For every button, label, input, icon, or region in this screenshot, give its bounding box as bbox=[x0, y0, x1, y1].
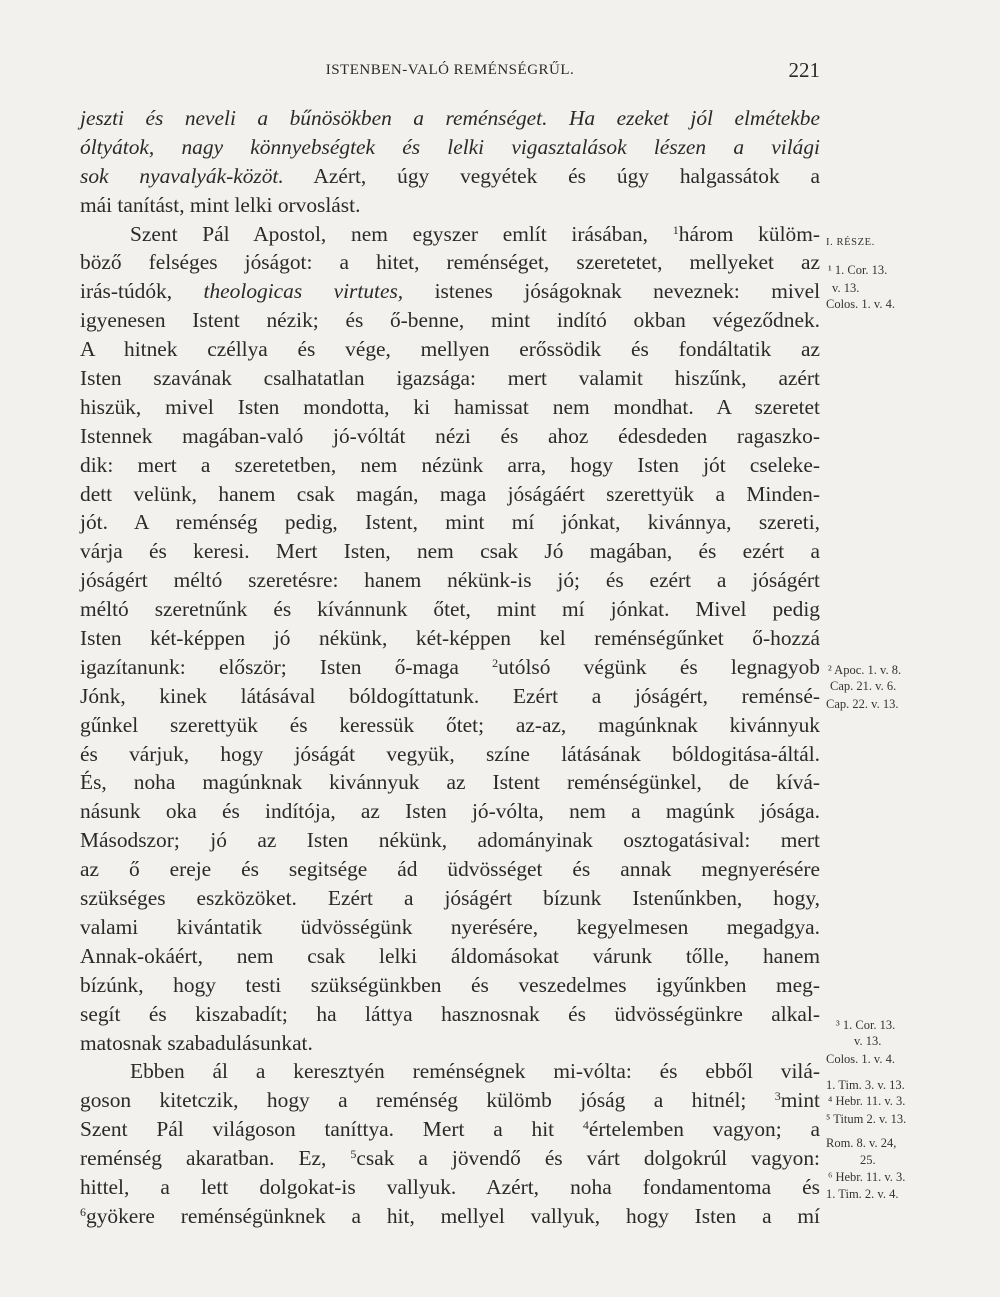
text-line bbox=[80, 451, 820, 480]
margin-note: ² Apoc. 1. v. 8. bbox=[828, 663, 902, 677]
text-segment: dett velünk, hanem csak magán, maga jóságáért szerettyük a Minden- bbox=[80, 481, 820, 506]
text-line bbox=[80, 595, 820, 624]
text-line bbox=[80, 220, 820, 249]
text-line bbox=[80, 797, 820, 826]
footnote-marker: 3 bbox=[774, 1089, 781, 1104]
text-segment: Jónk, kinek látásával bóldogíttatunk. Ezért a jóságért, reménsé- bbox=[80, 683, 820, 708]
text-segment: hittel, a lett dolgokat-is vallyuk. Azért, noha fondamentoma és bbox=[80, 1174, 820, 1199]
text-line bbox=[80, 133, 820, 162]
text-line bbox=[80, 1000, 820, 1029]
text-segment: mái tanítást, mint lelki orvoslást. bbox=[80, 192, 361, 217]
text-segment: Istennek magában-való jó-vóltát nézi és ahoz édesdeden ragaszko- bbox=[80, 423, 820, 448]
margin-note: 1. Tim. 2. v. 4. bbox=[826, 1187, 899, 1201]
text-segment: irás-túdók, bbox=[80, 279, 204, 304]
text-line bbox=[80, 537, 820, 566]
text-segment: jóságért méltó szeretésre: hanem nékünk-is jó; és ezért a jóságért bbox=[80, 568, 820, 593]
margin-note: ⁴ Hebr. 11. v. 3. bbox=[828, 1094, 906, 1108]
text-segment: valami kivántatik üdvösségünk nyerésére, kegyelmesen megadgya. bbox=[80, 914, 820, 939]
text-line bbox=[80, 248, 820, 277]
text-segment: utólsó végünk és legnagyob bbox=[498, 654, 820, 679]
page-number: 221 bbox=[788, 58, 820, 82]
margin-note: Cap. 22. v. 13. bbox=[826, 697, 899, 711]
margin-note: ³ 1. Cor. 13. bbox=[836, 1018, 896, 1032]
text-line bbox=[80, 277, 820, 306]
italic-text: theologicas virtutes, bbox=[203, 279, 404, 304]
text-segment: Isten két-képpen jó nékünk, két-képpen kel reménségűnket ő-hozzá bbox=[80, 626, 820, 651]
text-segment: jót. A reménség pedig, Istent, mint mí jónkat, kivánnya, szereti, bbox=[80, 510, 820, 535]
italic-text: óltyátok, nagy könnyebségtek és lelki vigasztalások lészen a világi bbox=[80, 134, 820, 159]
text-line bbox=[80, 884, 820, 913]
margin-notes bbox=[826, 0, 996, 1297]
text-line bbox=[80, 422, 820, 451]
footnote-marker: 1 bbox=[672, 222, 679, 237]
margin-note: Cap. 21. v. 6. bbox=[830, 679, 897, 693]
page-header bbox=[80, 58, 820, 86]
text-line bbox=[80, 393, 820, 422]
margin-note: Colos. 1. v. 4. bbox=[826, 297, 895, 311]
text-line bbox=[80, 1029, 820, 1058]
footnote-marker: 5 bbox=[350, 1147, 357, 1162]
footnote-marker: 2 bbox=[492, 655, 499, 670]
text-line bbox=[80, 335, 820, 364]
margin-note: v. 13. bbox=[832, 281, 860, 295]
margin-note: Colos. 1. v. 4. bbox=[826, 1052, 895, 1066]
margin-note: Rom. 8. v. 24, bbox=[826, 1136, 897, 1150]
text-segment: igazítanunk: először; Isten ő-maga bbox=[80, 654, 493, 679]
margin-note: v. 13. bbox=[854, 1034, 882, 1048]
margin-note: ⁵ Titum 2. v. 13. bbox=[826, 1112, 907, 1126]
text-segment: reménség akaratban. Ez, bbox=[80, 1146, 351, 1171]
text-line bbox=[80, 1086, 820, 1115]
text-segment: böző felséges jóságot: a hitet, reménséget, szeretetet, mellyeket az bbox=[80, 250, 820, 275]
margin-note: 25. bbox=[860, 1153, 876, 1167]
text-line bbox=[80, 306, 820, 335]
footnote-marker: 4 bbox=[582, 1118, 589, 1133]
italic-text: jeszti és neveli a bűnösökben a reménséget. Ha ezeket jól elmétekbe bbox=[80, 106, 820, 130]
text-line bbox=[80, 971, 820, 1000]
text-segment: istenes jóságoknak neveznek: mivel bbox=[403, 279, 821, 304]
margin-note: ¹ 1. Cor. 13. bbox=[828, 263, 888, 277]
text-line bbox=[80, 768, 820, 797]
text-segment: A hitnek czéllya és vége, mellyen erőssödik és fondáltatik az bbox=[80, 337, 820, 362]
text-line bbox=[80, 913, 820, 942]
text-line bbox=[80, 1144, 820, 1173]
text-segment: bízúnk, hogy testi szükségünkben és veszedelmes igyűnkben meg- bbox=[80, 972, 820, 997]
text-line bbox=[80, 1115, 820, 1144]
text-segment: szükséges eszközöket. Ezért a jóságért bízunk Istenűnkben, hogy, bbox=[80, 886, 820, 911]
text-segment: Másodszor; jó az Isten nékünk, adományinak osztogatásival: mert bbox=[80, 828, 820, 853]
text-segment: Szent Pál Apostol, nem egyszer említ irásában, bbox=[130, 221, 673, 246]
text-segment: mint bbox=[780, 1088, 820, 1113]
running-head: ISTENBEN-VALÓ REMÉNSÉGRŰL. bbox=[325, 62, 575, 78]
text-line bbox=[80, 682, 820, 711]
text-segment: segít és kiszabadít; ha láttya hasznosnak és üdvösségünkre alkal- bbox=[80, 1001, 820, 1026]
margin-note: ⁶ Hebr. 11. v. 3. bbox=[828, 1170, 906, 1184]
text-line bbox=[80, 826, 820, 855]
text-segment: Ebben ál a keresztyén reménségnek mi-vólta: és ebből vilá- bbox=[130, 1059, 820, 1084]
text-segment: és várjuk, hogy jóságát vegyük, színe látásának bóldogitása-áltál. bbox=[80, 741, 820, 766]
text-line bbox=[80, 508, 820, 537]
text-line bbox=[80, 653, 820, 682]
text-segment: az ő ereje és segitsége ád üdvösséget és annak megnyerésére bbox=[80, 857, 820, 882]
text-line bbox=[80, 480, 820, 509]
text-line bbox=[80, 740, 820, 769]
text-segment: három külöm- bbox=[678, 221, 820, 246]
text-segment: hiszük, mivel Isten mondotta, ki hamissat nem mondhat. A szeretet bbox=[80, 394, 820, 419]
text-segment: goson kitetczik, hogy a reménség külömb jóság a hitnél; bbox=[80, 1088, 775, 1113]
text-line bbox=[80, 624, 820, 653]
text-segment: gűnkel szerettyük és keressük őtet; az-az, magúnknak kivánnyuk bbox=[80, 712, 820, 737]
text-line bbox=[80, 1173, 820, 1202]
text-segment: gyökere reménségünknek a hit, mellyel vallyuk, hogy Isten a mí bbox=[86, 1203, 820, 1228]
text-line bbox=[80, 855, 820, 884]
text-line bbox=[80, 1202, 820, 1231]
text-line bbox=[80, 104, 820, 133]
text-segment: És, noha magúnknak kivánnyuk az Istent reménségünkel, de kívá- bbox=[80, 770, 820, 795]
text-segment: matosnak szabadulásunkat. bbox=[80, 1030, 313, 1055]
text-segment: várja és keresi. Mert Isten, nem csak Jó magában, és ezért a bbox=[80, 539, 820, 564]
text-line bbox=[80, 364, 820, 393]
margin-note: 1. Tim. 3. v. 13. bbox=[826, 1078, 905, 1092]
text-line bbox=[80, 1057, 820, 1086]
text-line bbox=[80, 162, 820, 191]
text-segment: Azért, úgy vegyétek és úgy halgassátok a bbox=[283, 163, 821, 188]
text-segment: csak a jövendő és várt dolgokrúl vagyon: bbox=[356, 1146, 821, 1171]
text-segment: dik: mert a szeretetben, nem nézünk arra, hogy Isten jót cseleke- bbox=[80, 452, 820, 477]
italic-text: sok nyavalyák-közöt. bbox=[80, 163, 284, 188]
text-segment: Isten szavának csalhatatlan igazsága: mert valamit hiszűnk, azért bbox=[80, 366, 820, 391]
text-line bbox=[80, 942, 820, 971]
body-text bbox=[80, 104, 820, 1231]
text-segment: násunk oka és indítója, az Isten jó-vólta, nem a magúnk jósága. bbox=[80, 799, 820, 824]
text-line bbox=[80, 191, 820, 220]
text-line bbox=[80, 566, 820, 595]
text-segment: értelemben vagyon; a bbox=[588, 1117, 820, 1142]
footnote-marker: 6 bbox=[80, 1204, 86, 1219]
text-segment: Annak-okáért, nem csak lelki áldomásokat várunk tőlle, hanem bbox=[80, 943, 820, 968]
text-segment: méltó szeretnűnk és kívánnunk őtet, mint mí jónkat. Mivel pedig bbox=[80, 597, 820, 622]
text-segment: igyenesen Istent nézik; és ő-benne, mint indító okban végeződnek. bbox=[80, 308, 820, 333]
text-segment: Szent Pál világoson taníttya. Mert a hit bbox=[80, 1117, 583, 1142]
margin-note: I. RÉSZE. bbox=[826, 237, 875, 248]
text-line bbox=[80, 711, 820, 740]
